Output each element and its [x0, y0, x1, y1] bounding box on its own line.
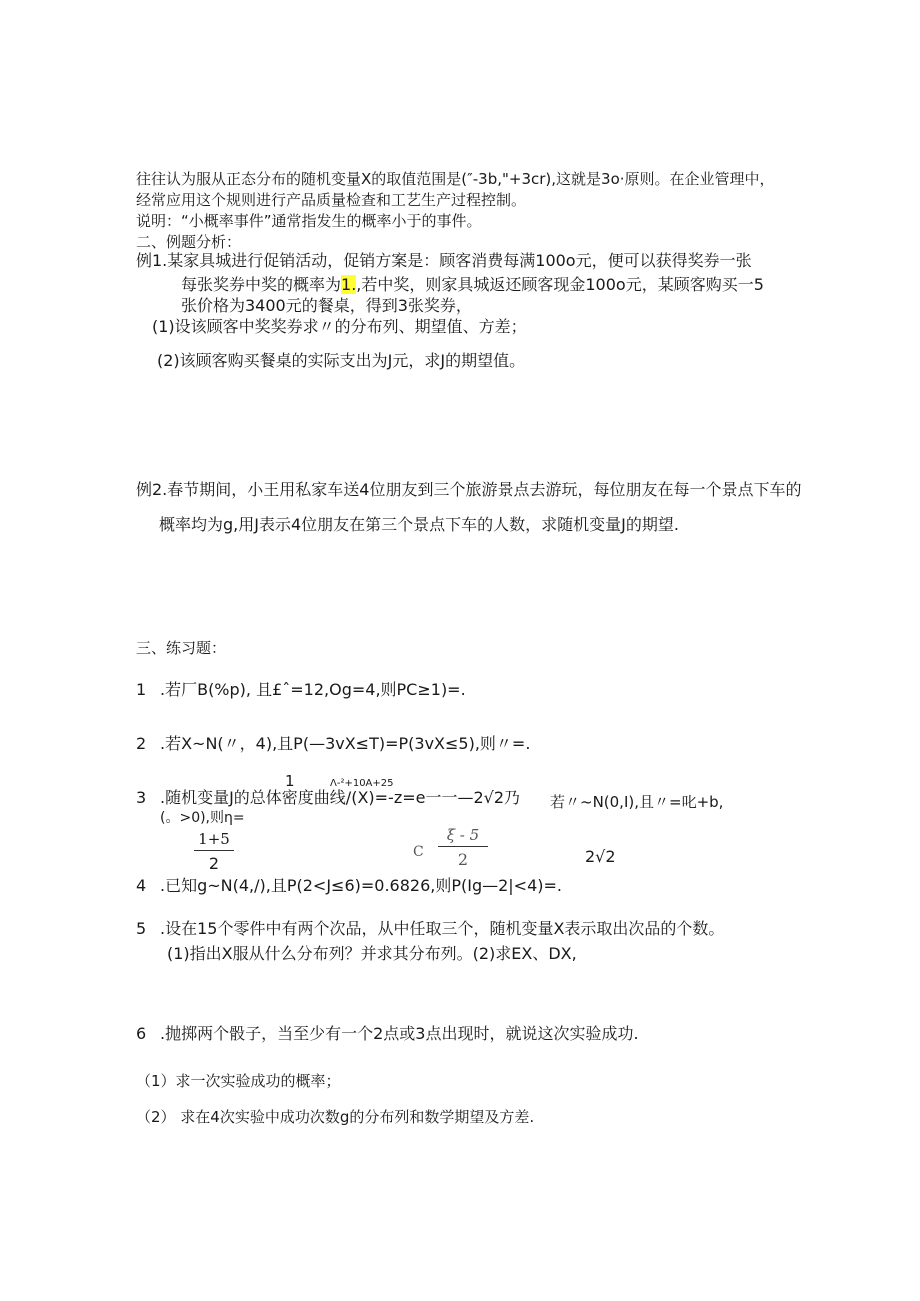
exercise-6-text: .抛掷两个骰子，当至少有一个2点或3点出现时，就说这次实验成功.: [160, 1024, 639, 1043]
example-2-line-2: 概率均为g,用J表示4位朋友在第三个景点下车的人数，求随机变量J的期望.: [159, 515, 679, 534]
option-fraction-2-denominator: 2: [457, 850, 469, 869]
example-1-line-2: [181, 277, 764, 293]
exercise-6-number: 6: [136, 1024, 147, 1043]
exercise-1-number: 1: [136, 680, 147, 699]
intro-line-1: 往往认为服从正态分布的随机变量X的取值范围是(″-3b,"+3cr),这就是3o·原则。在企业管理中，: [136, 170, 775, 188]
example-2-line-1: 例2.春节期间，小王用私家车送4位朋友到三个旅游景点去游玩，每位朋友在每一个景点下车的: [136, 480, 802, 499]
exercise-5-text: .设在15个零件中有两个次品，从中任取三个，随机变量X表示取出次品的个数。: [160, 919, 725, 938]
example-1-line-3: 张价格为3400元的餐桌，得到3张奖券，: [181, 296, 472, 315]
option-fraction-1-numerator: 1+5: [198, 830, 230, 848]
option-fraction-2-bar: [438, 846, 488, 847]
option-fraction-1-denominator: 2: [208, 854, 220, 873]
exercise-3-number: 3: [136, 788, 147, 807]
exercise-3-superscript-right: Λ-²+10A+25: [330, 778, 394, 789]
exercise-2-number: 2: [136, 734, 147, 753]
example-1-line-2-post: ,若中奖，则家具城返还顾客现金100o元，某顾客购买一5: [356, 275, 764, 294]
section-2-heading: 二、例题分析：: [136, 233, 242, 251]
exercise-5-number: 5: [136, 919, 147, 938]
option-fraction-2-prefix: C: [413, 844, 424, 860]
exercise-6-question-1: （1）求一次实验成功的概率；: [136, 1072, 341, 1090]
option-fraction-1: [192, 830, 236, 873]
option-right-value: 2√2: [585, 847, 616, 866]
exercise-3-superscript-left: 1: [285, 772, 295, 790]
example-1-line-2-pre: 每张奖券中奖的概率为: [181, 275, 342, 294]
example-1-question-2: (2)该顾客购买餐桌的实际支出为J元，求J的期望值。: [157, 351, 526, 370]
exercise-4-number: 4: [136, 876, 147, 895]
example-1-question-1: (1)设该顾客中奖奖券求〃的分布列、期望值、方差；: [152, 317, 527, 336]
option-fraction-2: [436, 826, 490, 869]
exercise-1-text: .若厂B(%p), 且£ˆ=12,Og=4,则PC≥1)=.: [160, 680, 466, 699]
example-1-line-1: 例1.某家具城进行促销活动，促销方案是：顾客消费每满100o元，便可以获得奖券一张: [136, 251, 752, 270]
exercise-4-text: .已知g~N(4,/),且P(2<J≤6)=0.6826,则P(Ig—2|<4)=.: [160, 876, 563, 895]
section-3-heading: 三、练习题：: [136, 639, 227, 657]
exercise-3-condition: 若〃~N(0,I),且〃=叱+b,: [550, 793, 724, 811]
exercise-3-text: .随机变量J的总体密度曲线/(X)=-z=e一一—2√2乃: [160, 788, 521, 807]
intro-line-2: 经常应用这个规则进行产品质量检查和工艺生产过程控制。: [136, 191, 527, 209]
option-fraction-2-numerator: ξ - 5: [446, 826, 480, 844]
exercise-6-question-2: （2） 求在4次实验中成功次数g的分布列和数学期望及方差.: [136, 1108, 535, 1126]
option-fraction-1-bar: [194, 850, 234, 851]
intro-line-3: 说明：“小概率事件”通常指发生的概率小于的事件。: [136, 212, 482, 230]
exercise-5-subquestions: (1)指出X服从什么分布列？并求其分布列。(2)求EX、DX,: [167, 944, 577, 963]
exercise-2-text: .若X~N(〃，4),且P(—3vX≤T)=P(3vX≤5),则〃=.: [160, 734, 531, 753]
highlighted-probability: 1.: [341, 275, 357, 294]
exercise-3-line-2: (。>0),则η=: [160, 810, 245, 826]
